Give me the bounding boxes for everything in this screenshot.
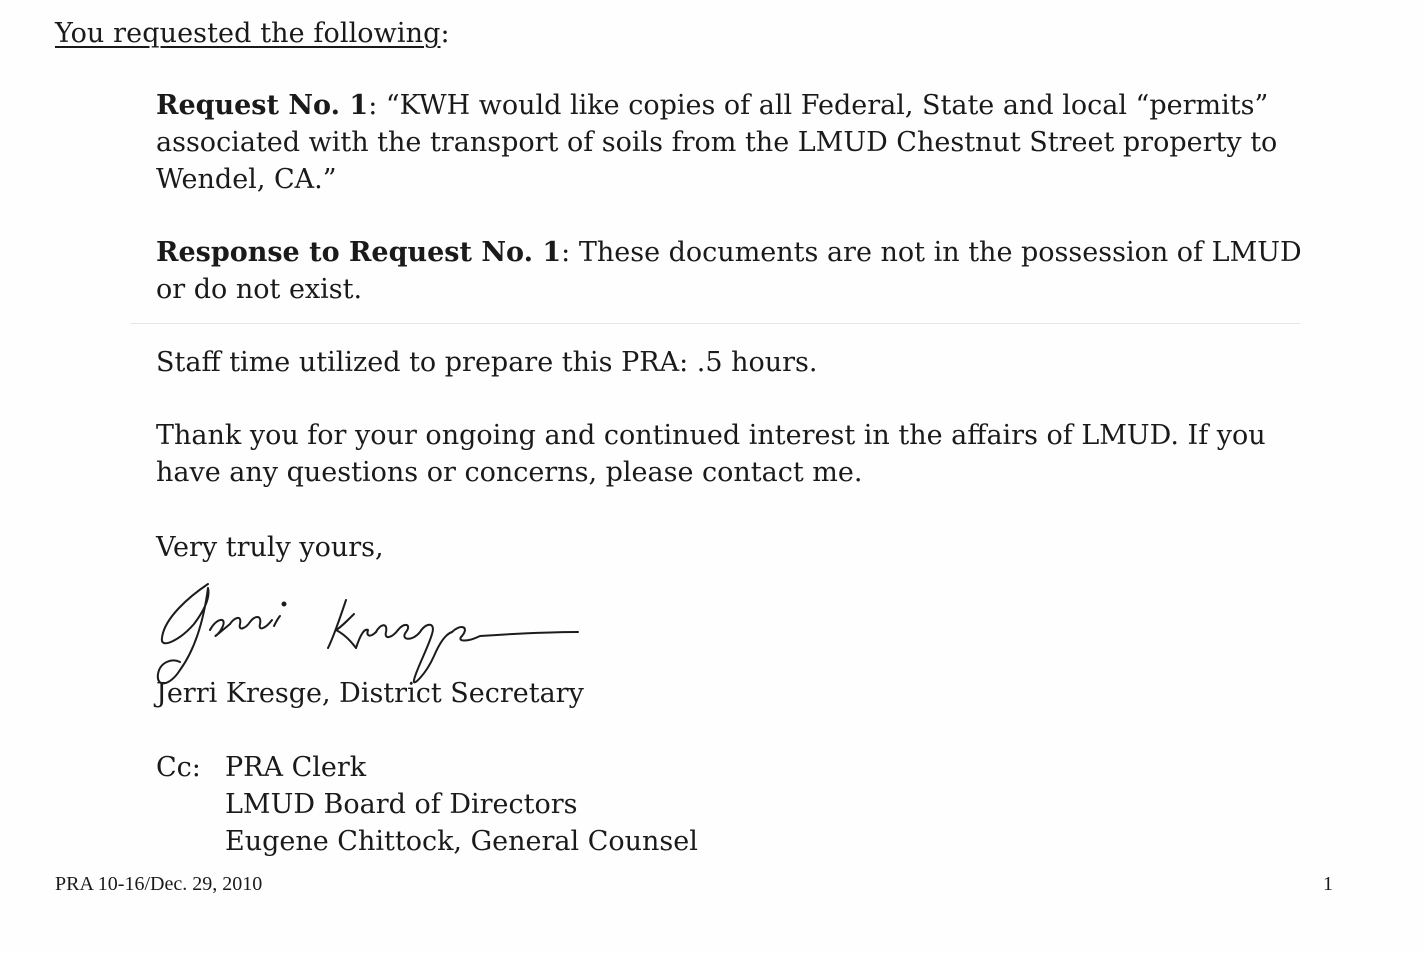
thanks-line1: Thank you for your ongoing and continued interest in the affairs of LMUD. If you bbox=[156, 420, 1266, 451]
page-number: 1 bbox=[1323, 873, 1333, 895]
footer-reference: PRA 10-16/Dec. 29, 2010 bbox=[55, 873, 263, 895]
response-label: Response to Request No. 1 bbox=[156, 237, 562, 268]
cc-list bbox=[225, 749, 698, 860]
heading bbox=[55, 15, 450, 52]
cc-label: Cc: bbox=[156, 752, 201, 783]
request-paragraph bbox=[156, 87, 1356, 198]
response-text-line1: : These documents are not in the possession of LMUD bbox=[561, 237, 1302, 268]
request-text-line2: associated with the transport of soils from the LMUD Chestnut Street property to bbox=[156, 127, 1278, 158]
response-text-line2: or do not exist. bbox=[156, 274, 363, 305]
cc-recipient: PRA Clerk bbox=[225, 752, 367, 783]
request-text-line3: Wendel, CA.” bbox=[156, 164, 337, 195]
thanks-line2: have any questions or concerns, please contact me. bbox=[156, 457, 863, 488]
signature bbox=[150, 578, 590, 688]
cc-recipient: LMUD Board of Directors bbox=[225, 789, 578, 820]
signer-name: Jerri Kresge, District Secretary bbox=[156, 678, 584, 709]
cc-recipient: Eugene Chittock, General Counsel bbox=[225, 826, 698, 857]
heading-colon: : bbox=[440, 18, 450, 49]
staff-time: Staff time utilized to prepare this PRA: .5 hours. bbox=[156, 347, 818, 378]
response-paragraph bbox=[156, 234, 1356, 308]
scan-artifact bbox=[130, 323, 1300, 324]
heading-text: You requested the following bbox=[55, 18, 441, 49]
request-label: Request No. 1 bbox=[156, 90, 369, 121]
request-text-line1: : “KWH would like copies of all Federal, State and local “permits” bbox=[368, 90, 1269, 121]
closing: Very truly yours, bbox=[156, 532, 384, 563]
thanks-paragraph bbox=[156, 417, 1356, 491]
